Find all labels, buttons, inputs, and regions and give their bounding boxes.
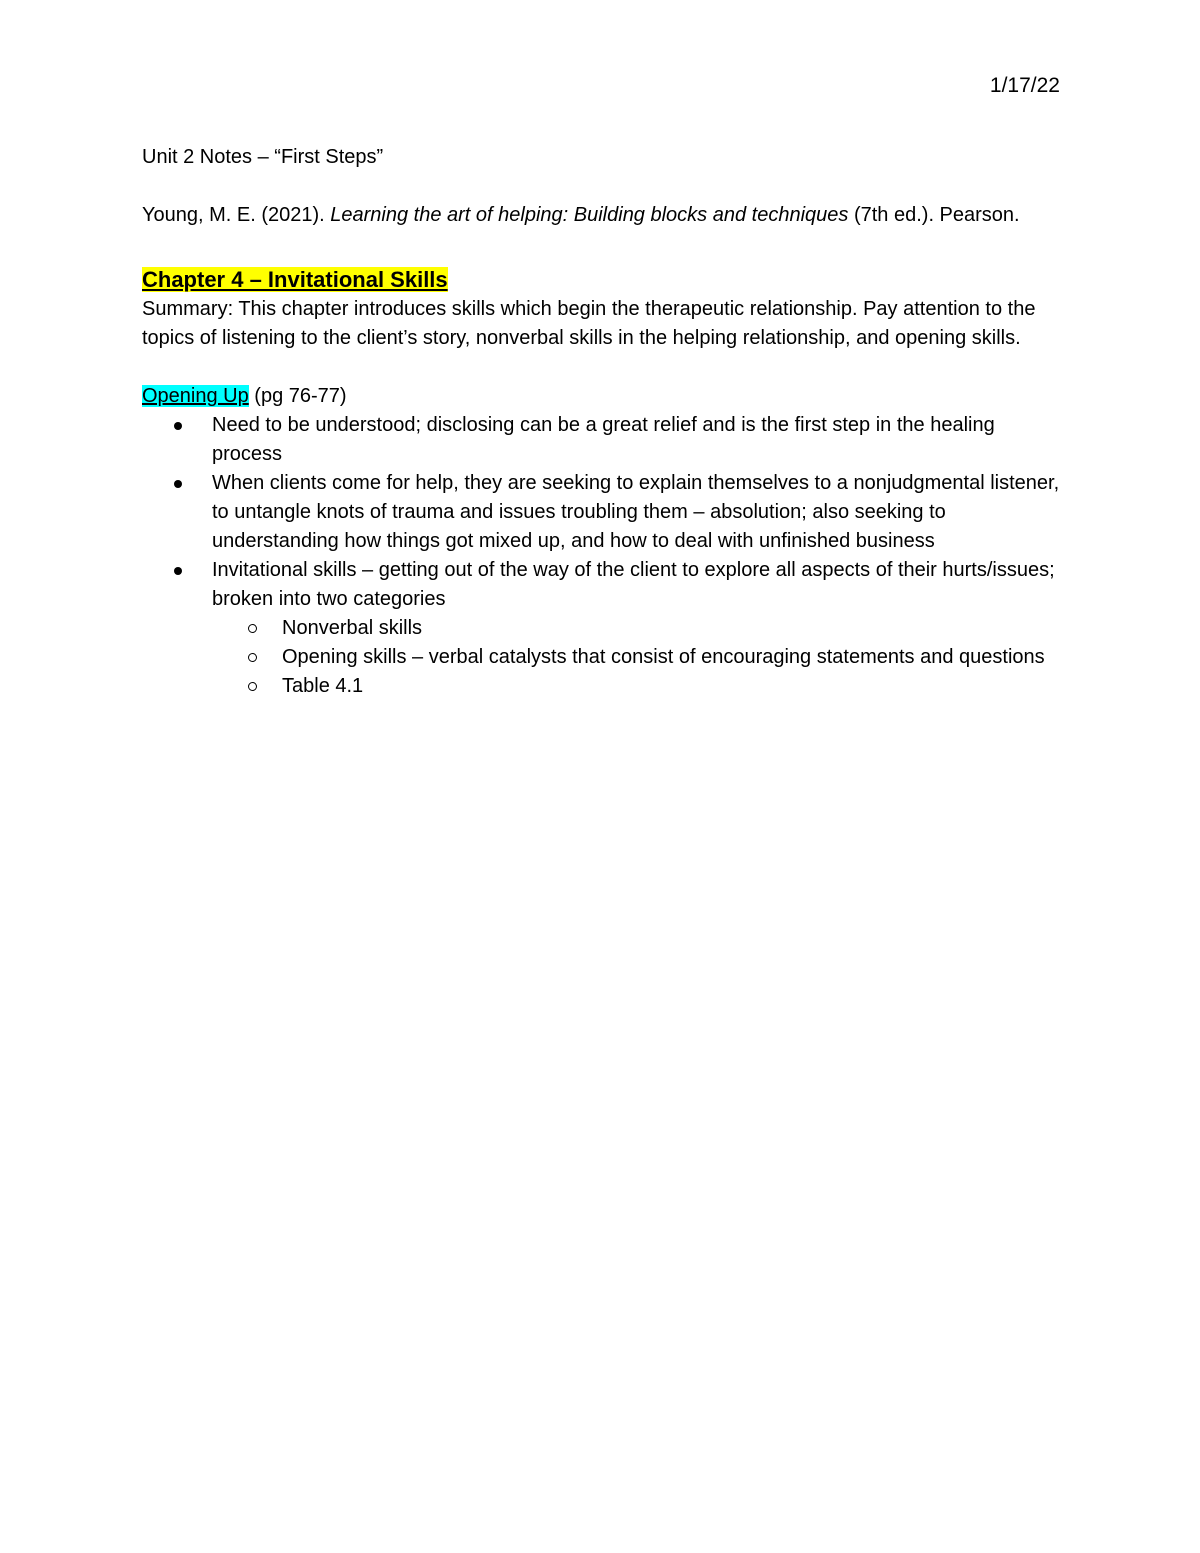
list-item-text: Need to be understood; disclosing can be a great relief and is the first step in the healing process [212,414,995,465]
hollow-bullet-icon [248,624,257,633]
list-item [142,469,1062,556]
chapter-summary: Summary: This chapter introduces skills which begin the therapeutic relationship. Pay attention to the topics of listening to the client’s story, nonverbal skills in the helping relationship, and opening skills. [142,298,1036,349]
sub-list-item-text: Nonverbal skills [282,617,423,639]
list-item [142,411,1062,469]
hollow-bullet-icon [248,653,257,662]
citation-suffix: (7th ed.). Pearson. [848,204,1020,226]
list-item-text: Invitational skills – getting out of the way of the client to explore all aspects of their hurts/issues; broken into two categories [212,559,1055,610]
chapter-heading [142,265,1062,295]
section-heading-text: Opening Up [142,385,249,407]
sub-list-item [142,614,1062,643]
sub-list-item-text: Table 4.1 [282,675,364,697]
citation-book-title: Learning the art of helping: Building blocks and techniques [330,204,849,226]
section-pages: (pg 76-77) [248,385,347,407]
page-date: 1/17/22 [989,74,1060,97]
sub-list-item [142,672,1062,701]
chapter-heading-text: Chapter 4 – Invitational Skills [142,267,448,292]
section-heading [142,382,1062,411]
sub-list-item [142,643,1062,672]
sub-bullet-list [212,614,1062,701]
hollow-bullet-icon [248,682,257,691]
bullet-icon [174,422,182,430]
document-body [142,143,1062,701]
sub-list-item-text: Opening skills – verbal catalysts that consist of encouraging statements and questions [282,646,1045,668]
bullet-list [142,411,1062,701]
citation [142,201,1062,230]
list-item [142,556,1062,701]
document-title: Unit 2 Notes – “First Steps” [142,146,384,168]
list-item-text: When clients come for help, they are seeking to explain themselves to a nonjudgmental listener, to untangle knots of trauma and issues troubling them – absolution; also seeking to understanding how things got mixed up, and how to deal with unfinished business [212,472,1060,552]
bullet-icon [174,567,182,575]
citation-prefix: Young, M. E. (2021). [142,204,331,226]
bullet-icon [174,480,182,488]
